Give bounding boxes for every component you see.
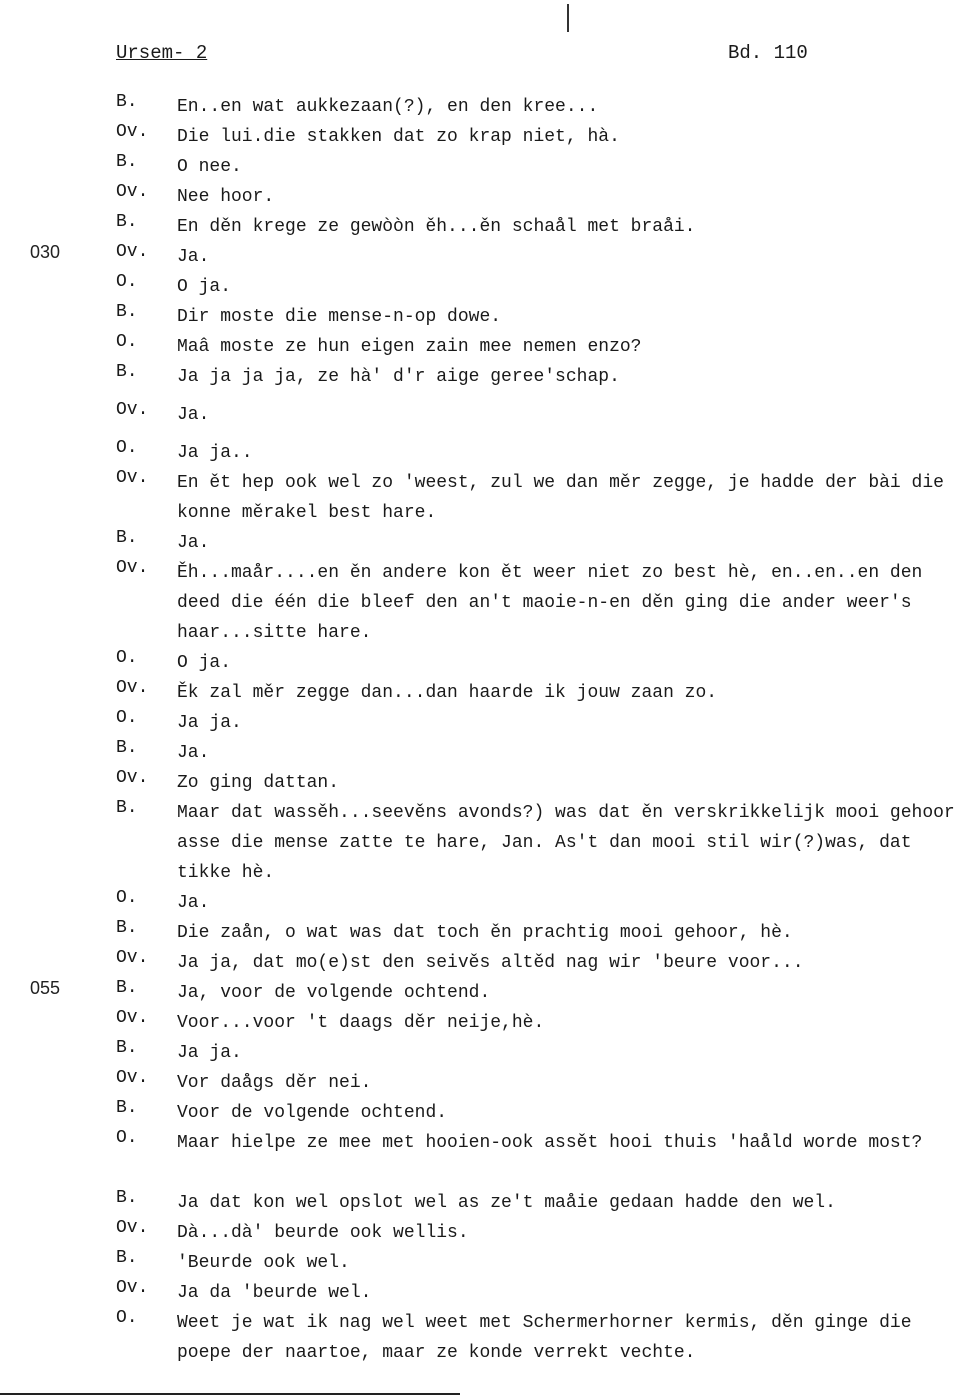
speaker: O. xyxy=(116,1308,138,1328)
speaker: B. xyxy=(116,1188,138,1208)
line-text: Ja. xyxy=(177,533,210,553)
transcript xyxy=(0,92,973,1368)
speaker: Ov. xyxy=(116,1218,149,1238)
line-row xyxy=(0,122,973,152)
speaker: O. xyxy=(116,332,138,352)
line-row xyxy=(0,738,973,768)
line-text: Die zaån, o wat was dat toch ěn prachtig mooi gehoor, hè. xyxy=(177,923,793,943)
speaker: O. xyxy=(116,708,138,728)
line-text: 'Beurde ook wel. xyxy=(177,1253,350,1273)
line-row xyxy=(0,1098,973,1128)
line-row xyxy=(0,242,973,272)
line-text: Ja. xyxy=(177,893,210,913)
speaker: O. xyxy=(116,648,138,668)
line-row xyxy=(0,1038,973,1068)
speaker: O. xyxy=(116,888,138,908)
line-row xyxy=(0,1248,973,1278)
header-right: Bd. 110 xyxy=(728,42,808,64)
line-row xyxy=(0,468,973,528)
speaker: Ov. xyxy=(116,242,149,262)
line-text: En..en wat aukkezaan(?), en den kree... xyxy=(177,97,599,117)
speaker: Ov. xyxy=(116,1008,149,1028)
line-row xyxy=(0,978,973,1008)
speaker: B. xyxy=(116,152,138,172)
line-text: Ja. xyxy=(177,405,210,425)
margin-number: 030 xyxy=(30,242,61,262)
line-row xyxy=(0,212,973,242)
line-row xyxy=(0,918,973,948)
line-row xyxy=(0,302,973,332)
line-row xyxy=(0,558,973,648)
line-text: Weet je wat ik nag wel weet met Schermerhorner kermis, děn ginge die poepe der naartoe, maar ze konde verrekt vechte. xyxy=(177,1313,912,1363)
line-row xyxy=(0,1188,973,1218)
line-text: Ja. xyxy=(177,247,210,267)
line-row xyxy=(0,648,973,678)
line-text: Maar hielpe ze mee met hooien-ook assět hooi thuis 'haåld worde most? xyxy=(177,1133,923,1153)
line-text: Ja ja ja ja, ze hà' d'r aige geree'schap. xyxy=(177,367,620,387)
line-row xyxy=(0,888,973,918)
line-text: En děn krege ze gewòòn ěh...ěn schaål met braåi. xyxy=(177,217,696,237)
line-text: Maâ moste ze hun eigen zain mee nemen enzo? xyxy=(177,337,642,357)
line-text: Ja da 'beurde wel. xyxy=(177,1283,372,1303)
line-text: Zo ging dattan. xyxy=(177,773,340,793)
line-row xyxy=(0,92,973,122)
line-text: Ěh...maår....en ěn andere kon ět weer niet zo best hè, en..en..en den deed die één die bleef den an't maoie-n-en děn ging die ander weer's haar...sitte hare. xyxy=(177,563,923,643)
line-row xyxy=(0,182,973,212)
line-text: Nee hoor. xyxy=(177,187,275,207)
line-row xyxy=(0,1008,973,1038)
footer-rule xyxy=(0,1393,460,1395)
line-row xyxy=(0,1128,973,1188)
speaker: B. xyxy=(116,362,138,382)
line-text: Maar dat wassěh...seevěns avonds?) was dat ěn verskrikkelijk mooi gehoor asse die mense zatte te hare, Jan. As't dan mooi stil wir(?)was, dat tikke hè. xyxy=(177,803,955,883)
speaker: O. xyxy=(116,1128,138,1148)
line-text: O ja. xyxy=(177,653,232,673)
line-text: Ja ja. xyxy=(177,1043,242,1063)
line-text: Ja dat kon wel opslot wel as ze't maåie gedaan hadde den wel. xyxy=(177,1193,836,1213)
line-row xyxy=(0,678,973,708)
speaker: B. xyxy=(116,1248,138,1268)
line-text: Voor...voor 't daags děr neije,hè. xyxy=(177,1013,545,1033)
line-text: Dir moste die mense-n-op dowe. xyxy=(177,307,502,327)
speaker: Ov. xyxy=(116,468,149,488)
speaker: B. xyxy=(116,302,138,322)
line-row xyxy=(0,798,973,888)
line-text: Ja. xyxy=(177,743,210,763)
speaker: Ov. xyxy=(116,558,149,578)
speaker: B. xyxy=(116,1098,138,1118)
speaker: B. xyxy=(116,798,138,818)
line-row xyxy=(0,362,973,392)
speaker: O. xyxy=(116,272,138,292)
speaker: B. xyxy=(116,528,138,548)
speaker: B. xyxy=(116,918,138,938)
margin-mark xyxy=(567,4,569,32)
line-row xyxy=(0,400,973,430)
speaker: Ov. xyxy=(116,1278,149,1298)
speaker: Ov. xyxy=(116,182,149,202)
line-text: Dà...dà' beurde ook wellis. xyxy=(177,1223,469,1243)
line-row xyxy=(0,152,973,182)
line-row xyxy=(0,528,973,558)
line-text: En ět hep ook wel zo 'weest, zul we dan měr zegge, je hadde der bài die konne měrakel best hare. xyxy=(177,473,944,523)
speaker: Ov. xyxy=(116,768,149,788)
speaker: B. xyxy=(116,738,138,758)
speaker: Ov. xyxy=(116,400,149,420)
speaker: Ov. xyxy=(116,1068,149,1088)
speaker: Ov. xyxy=(116,948,149,968)
line-text: Ja ja, dat mo(e)st den seivěs altěd nag wir 'beure voor... xyxy=(177,953,804,973)
line-row xyxy=(0,1308,973,1368)
line-row xyxy=(0,768,973,798)
speaker: Ov. xyxy=(116,122,149,142)
line-row xyxy=(0,332,973,362)
line-row xyxy=(0,708,973,738)
line-text: Ja, voor de volgende ochtend. xyxy=(177,983,491,1003)
line-text: Vor daågs děr nei. xyxy=(177,1073,372,1093)
line-row xyxy=(0,272,973,302)
line-text: O ja. xyxy=(177,277,232,297)
line-text: Ěk zal měr zegge dan...dan haarde ik jouw zaan zo. xyxy=(177,683,718,703)
line-row xyxy=(0,1068,973,1098)
speaker: B. xyxy=(116,1038,138,1058)
line-text: Ja ja.. xyxy=(177,443,253,463)
speaker: B. xyxy=(116,92,138,112)
line-text: Ja ja. xyxy=(177,713,242,733)
line-row xyxy=(0,1218,973,1248)
speaker: B. xyxy=(116,212,138,232)
line-row xyxy=(0,1278,973,1308)
speaker: B. xyxy=(116,978,138,998)
line-row xyxy=(0,948,973,978)
header-left: Ursem- 2 xyxy=(116,42,208,64)
line-text: O nee. xyxy=(177,157,242,177)
speaker: Ov. xyxy=(116,678,149,698)
line-text: Voor de volgende ochtend. xyxy=(177,1103,448,1123)
line-row xyxy=(0,438,973,468)
margin-number: 055 xyxy=(30,978,61,998)
speaker: O. xyxy=(116,438,138,458)
line-text: Die lui.die stakken dat zo krap niet, hà. xyxy=(177,127,620,147)
